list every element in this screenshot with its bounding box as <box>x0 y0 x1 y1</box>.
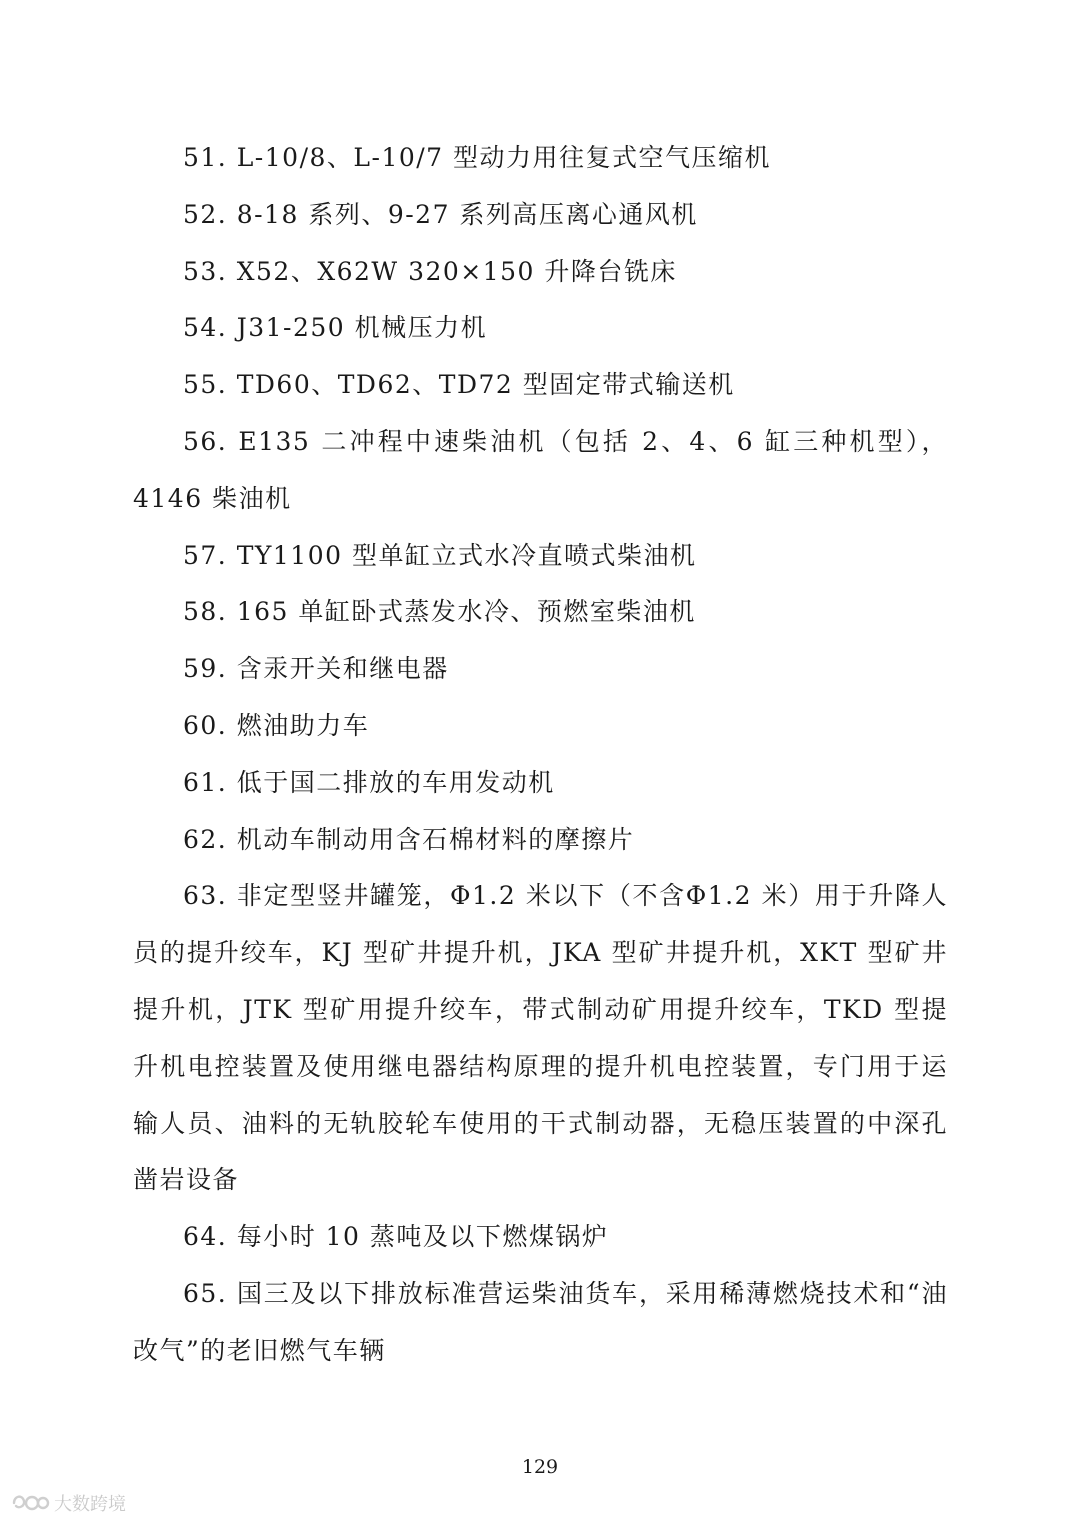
list-item: 65. 国三及以下排放标准营运柴油货车，采用稀薄燃烧技术和“油改气”的老旧燃气车辆 <box>133 1278 948 1365</box>
list-item: 61. 低于国二排放的车用发动机 <box>183 767 555 797</box>
list-item: 59. 含汞开关和继电器 <box>183 654 449 684</box>
watermark <box>10 1490 126 1516</box>
item-list <box>133 130 948 1380</box>
watermark-text: 大数跨境 <box>54 1494 126 1515</box>
list-item: 57. TY1100 型单缸立式水冷直喷式柴油机 <box>183 540 697 570</box>
list-item: 56. E135 二冲程中速柴油机（包括 2、4、6 缸三种机型），4146 柴油机 <box>133 426 948 513</box>
list-item: 55. TD60、TD62、TD72 型固定带式输送机 <box>183 370 735 400</box>
list-item: 64. 每小时 10 蒸吨及以下燃煤锅炉 <box>183 1222 609 1252</box>
list-item: 63. 非定型竖井罐笼，Φ1.2 米以下（不含Φ1.2 米）用于升降人员的提升绞车，KJ 型矿井提升机，JKA 型矿井提升机，XKT 型矿井提升机，JTK 型矿用提升绞车，带式制动矿用提升绞车，TKD 型提升机电控装置及使用继电器结构原理的提升机电控装置，专门用于运输人员、油料的无轨胶轮车使用的干式制动器，无稳压装置的中深孔凿岩设备 <box>133 881 948 1195</box>
dashuju-logo-icon <box>10 1491 50 1515</box>
page-number: 129 <box>521 1456 559 1478</box>
list-item: 51. L-10/8、L-10/7 型动力用往复式空气压缩机 <box>183 143 772 172</box>
list-item: 52. 8-18 系列、9-27 系列高压离心通风机 <box>183 199 698 229</box>
list-item: 58. 165 单缸卧式蒸发水冷、预燃室柴油机 <box>183 597 696 627</box>
list-item: 54. J31-250 机械压力机 <box>183 313 488 343</box>
list-item: 60. 燃油助力车 <box>183 710 370 740</box>
list-item: 62. 机动车制动用含石棉材料的摩擦片 <box>183 824 635 854</box>
list-item: 53. X52、X62W 320×150 升降台铣床 <box>183 256 677 286</box>
